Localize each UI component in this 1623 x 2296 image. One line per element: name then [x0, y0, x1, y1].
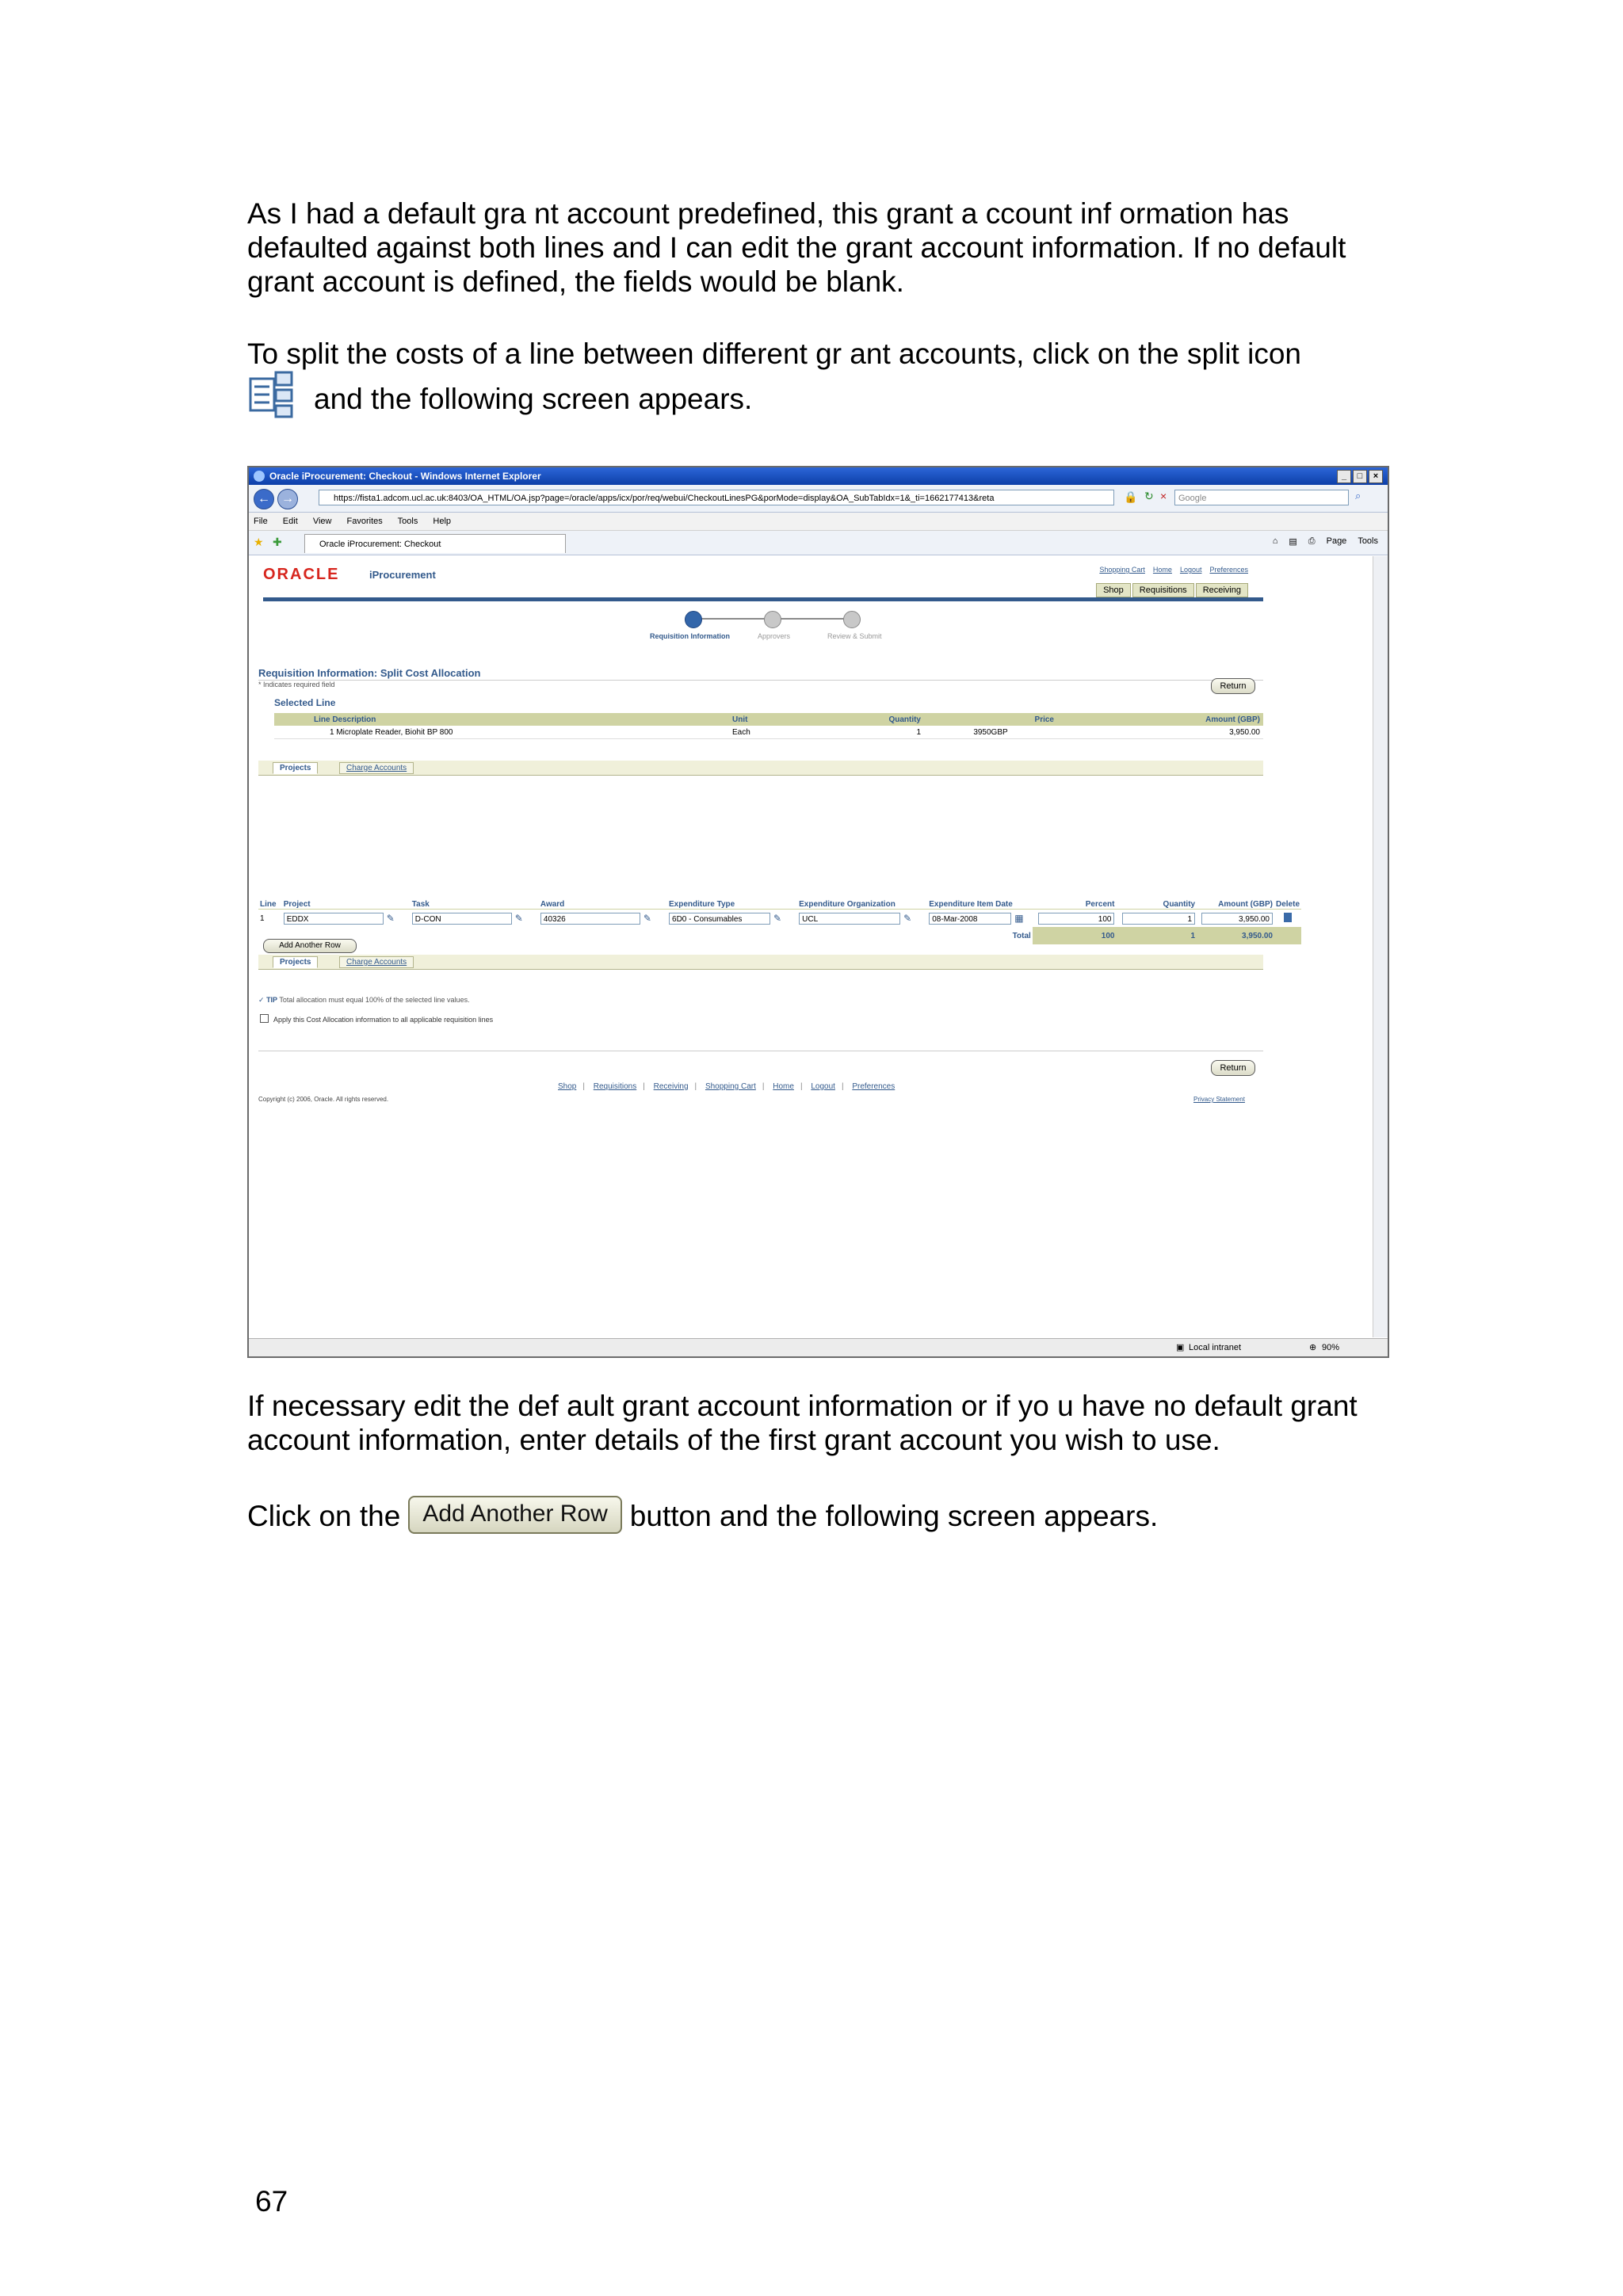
app-tabs — [1094, 583, 1248, 597]
split-instruction-text: To split the costs of a line between different gr ant accounts, click on the split icon — [247, 338, 1301, 370]
page-title: Requisition Information: Split Cost Allocation — [258, 667, 481, 679]
selected-line-heading: Selected Line — [274, 697, 336, 708]
minimize-icon[interactable]: _ — [1337, 470, 1351, 483]
col-price: Price — [924, 713, 1057, 726]
train-label-approvers: Approvers — [758, 632, 791, 640]
oracle-logo: ORACLE — [263, 566, 340, 583]
close-icon[interactable]: × — [1369, 470, 1383, 483]
subtab-charge-accounts-bottom[interactable]: Charge Accounts — [339, 956, 414, 968]
tab-bar — [249, 531, 1388, 555]
cell-line: 1 — [260, 913, 265, 923]
forward-icon[interactable]: → — [277, 489, 298, 509]
cell-unit: Each — [729, 726, 799, 739]
train-label-review: Review & Submit — [827, 632, 882, 640]
home-icon[interactable]: ⌂ — [1272, 536, 1278, 546]
refresh-icon[interactable]: ↻ — [1144, 490, 1154, 502]
project-search-icon[interactable]: ✎ — [386, 913, 395, 924]
menu-edit[interactable]: Edit — [282, 517, 298, 526]
menu-help[interactable]: Help — [433, 517, 452, 526]
footer-link-shopping-cart[interactable]: Shopping Cart — [705, 1082, 756, 1091]
tab-shop[interactable]: Shop — [1096, 583, 1131, 597]
footer-link-receiving[interactable]: Receiving — [653, 1082, 689, 1091]
brand-divider — [263, 597, 1263, 601]
award-input[interactable]: 40326 — [540, 913, 640, 925]
col-unit: Unit — [729, 713, 799, 726]
window-controls — [1337, 470, 1383, 483]
apply-all-option — [260, 1014, 493, 1024]
tools-menu[interactable]: Tools — [1358, 536, 1378, 546]
vertical-scrollbar[interactable] — [1373, 556, 1388, 1337]
menu-view[interactable]: View — [312, 517, 332, 526]
allocation-table — [258, 885, 1301, 944]
total-percent: 100 — [1033, 927, 1117, 944]
address-bar — [249, 485, 1388, 513]
add-favorite-icon[interactable]: ✚ — [273, 536, 282, 548]
apply-all-checkbox[interactable] — [260, 1014, 269, 1023]
amount-input[interactable]: 3,950.00 — [1201, 913, 1273, 925]
browser-screenshot — [247, 466, 1389, 1358]
col-task: Task — [411, 885, 539, 910]
add-another-row-button-image: Add Another Row — [408, 1496, 621, 1534]
task-search-icon[interactable]: ✎ — [514, 913, 523, 924]
back-icon[interactable]: ← — [254, 489, 274, 509]
cell-description: 1 Microplate Reader, Biohit BP 800 — [274, 726, 729, 739]
menu-bar — [249, 513, 1388, 531]
security-zone: Local intranet — [1189, 1343, 1242, 1352]
return-button-bottom[interactable]: Return — [1211, 1060, 1255, 1076]
subtab-projects[interactable]: Projects — [273, 762, 318, 774]
tip-message — [258, 996, 470, 1005]
paragraph-default-grant: As I had a default gra nt account predefined, this grant a ccount inf ormation has defaulted against both lines and I can edit the grant account information. If no default grant account is defined, the fields would be blank. — [247, 197, 1346, 298]
col-expenditure-type: Expenditure Type — [667, 885, 797, 910]
item-date-input[interactable]: 08-Mar-2008 — [929, 913, 1011, 925]
col-item-date: Expenditure Item Date — [927, 885, 1033, 910]
train-stop-approvers — [764, 611, 781, 628]
menu-file[interactable]: File — [254, 517, 268, 526]
link-logout[interactable]: Logout — [1179, 566, 1202, 574]
product-name: iProcurement — [369, 569, 436, 581]
zoom-icon: ⊕ — [1309, 1343, 1317, 1352]
col-project: Project — [282, 885, 411, 910]
maximize-icon[interactable]: □ — [1353, 470, 1367, 483]
footer-link-requisitions[interactable]: Requisitions — [593, 1082, 637, 1091]
tip-label: TIP — [266, 996, 278, 1004]
tip-text: Total allocation must equal 100% of the selected line values. — [279, 996, 470, 1004]
tip-icon: ✓ — [258, 996, 265, 1004]
table-row — [274, 726, 1263, 739]
search-input[interactable]: Google — [1174, 490, 1349, 505]
menu-tools[interactable]: Tools — [397, 517, 418, 526]
paragraph-edit-defaults: If necessary edit the def ault grant account information or if yo u have no default grant account information, enter details of the first grant account you wish to use. — [247, 1390, 1358, 1456]
footer-link-home[interactable]: Home — [773, 1082, 794, 1091]
link-home[interactable]: Home — [1152, 566, 1172, 574]
selected-line-table — [274, 713, 1263, 739]
total-row — [258, 927, 1301, 944]
add-row-instruction-text: Click on the — [247, 1500, 401, 1532]
copyright: Copyright (c) 2006, Oracle. All rights reserved. — [258, 1096, 389, 1103]
status-bar — [249, 1338, 1388, 1356]
subtab-projects-bottom[interactable]: Projects — [273, 956, 318, 968]
print-icon[interactable]: ⎙ — [1308, 536, 1316, 546]
train-stop-requisition — [685, 611, 702, 628]
tab-requisitions[interactable]: Requisitions — [1132, 583, 1194, 597]
page-menu[interactable]: Page — [1326, 536, 1347, 546]
total-amount: 3,950.00 — [1197, 927, 1274, 944]
expenditure-org-search-icon[interactable]: ✎ — [903, 913, 912, 924]
paragraph-split-instructions — [247, 337, 1388, 418]
subtab-charge-accounts[interactable]: Charge Accounts — [339, 762, 414, 774]
quantity-input[interactable]: 1 — [1122, 913, 1195, 925]
menu-favorites[interactable]: Favorites — [346, 517, 383, 526]
favorites-star-icon[interactable]: ★ — [254, 536, 264, 548]
ie-logo-icon — [254, 471, 265, 482]
train-stop-review — [843, 611, 861, 628]
subtabs-top — [258, 761, 1263, 776]
global-links — [1099, 566, 1248, 574]
calendar-icon[interactable]: ▦ — [1014, 913, 1024, 924]
delete-icon[interactable] — [1284, 913, 1292, 922]
award-search-icon[interactable]: ✎ — [643, 913, 651, 924]
link-shopping-cart[interactable]: Shopping Cart — [1099, 566, 1145, 574]
browser-tab[interactable]: Oracle iProcurement: Checkout — [304, 534, 566, 553]
url-field[interactable]: https://fista1.adcom.ucl.ac.uk:8403/OA_HTML/OA.jsp?page=/oracle/apps/icx/por/req/webui/CheckoutLinesPG&porMode=display&OA_SubTabIdx=1&_ti=1662177413&reta — [319, 490, 1114, 505]
add-another-row-button[interactable]: Add Another Row — [263, 939, 357, 953]
col-quantity: Quantity — [799, 713, 924, 726]
col-amount-gbp: Amount (GBP) — [1197, 885, 1274, 910]
project-input[interactable]: EDDX — [284, 913, 384, 925]
task-input[interactable]: D-CON — [412, 913, 512, 925]
feeds-icon[interactable]: ▤ — [1289, 537, 1297, 547]
total-label: Total — [258, 927, 1033, 944]
stop-icon[interactable]: × — [1160, 490, 1167, 502]
expenditure-type-search-icon[interactable]: ✎ — [773, 913, 782, 924]
paragraph-add-row — [247, 1496, 1388, 1534]
col-qty: Quantity — [1116, 885, 1197, 910]
apply-all-label: Apply this Cost Allocation information to all applicable requisition lines — [273, 1016, 494, 1024]
search-icon[interactable]: ⌕ — [1355, 490, 1361, 502]
page-number: 67 — [255, 2185, 288, 2218]
heading-divider — [258, 680, 1263, 681]
cell-amount: 3,950.00 — [1057, 726, 1263, 739]
return-button-top[interactable]: Return — [1211, 678, 1255, 694]
percent-input[interactable]: 100 — [1038, 913, 1114, 925]
footer-link-shop[interactable]: Shop — [558, 1082, 577, 1091]
cell-quantity: 1 — [799, 726, 924, 739]
expenditure-type-input[interactable]: 6D0 - Consumables — [669, 913, 770, 925]
window-titlebar — [249, 467, 1388, 485]
footer-links: Shop | Requisitions | Receiving | Shopping Cart | Home | Logout | Preferences — [558, 1082, 896, 1091]
process-train — [650, 608, 882, 648]
col-line-description: Line Description — [274, 713, 729, 726]
col-expenditure-org: Expenditure Organization — [797, 885, 927, 910]
split-instruction-tail: and the following screen appears. — [314, 383, 753, 415]
col-line: Line — [258, 885, 282, 910]
footer-link-logout[interactable]: Logout — [811, 1082, 835, 1091]
tab-receiving[interactable]: Receiving — [1196, 583, 1248, 597]
page-content — [249, 556, 1375, 1337]
col-award: Award — [539, 885, 667, 910]
link-preferences[interactable]: Preferences — [1209, 566, 1248, 574]
window-title: Oracle iProcurement: Checkout - Windows Internet Explorer — [269, 471, 541, 482]
add-row-instruction-tail: button and the following screen appears. — [629, 1500, 1159, 1532]
train-label-requisition: Requisition Information — [650, 632, 730, 640]
zone-icon: ▣ — [1176, 1343, 1185, 1352]
col-amount: Amount (GBP) — [1057, 713, 1263, 726]
zoom-level[interactable]: 90% — [1322, 1343, 1340, 1352]
table-row — [258, 910, 1301, 928]
expenditure-org-input[interactable]: UCL — [799, 913, 900, 925]
split-cost-icon — [247, 371, 295, 418]
col-percent: Percent — [1033, 885, 1117, 910]
total-quantity: 1 — [1116, 927, 1197, 944]
cell-price: 3950GBP — [924, 726, 1057, 739]
col-delete: Delete — [1274, 885, 1301, 910]
lock-icon: 🔒 — [1124, 490, 1138, 503]
required-note: * Indicates required field — [258, 681, 335, 688]
subtabs-bottom — [258, 955, 1263, 970]
footer-link-preferences[interactable]: Preferences — [852, 1082, 896, 1091]
command-bar — [1273, 536, 1378, 547]
privacy-link[interactable]: Privacy Statement — [1193, 1096, 1245, 1103]
